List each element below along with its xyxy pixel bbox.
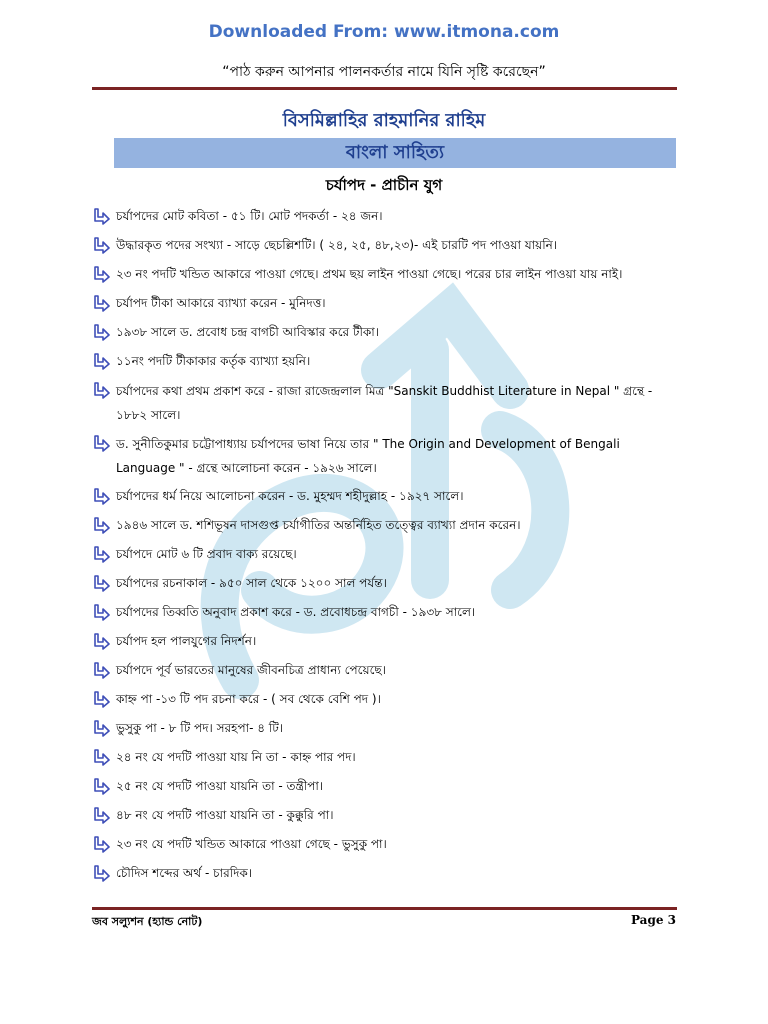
list-item (92, 540, 682, 569)
hook-arrow-bullet-icon (92, 603, 110, 621)
hook-arrow-bullet-icon (92, 381, 110, 399)
hook-arrow-bullet-icon (92, 545, 110, 563)
list-item-text: চর্যাপদে পূর্ব ভারতের মানুষের জীবনচিত্র প্রাধান্য পেয়েছে। (116, 663, 386, 677)
list-item-text: চর্যাপদের কথা প্রথম প্রকাশ করে - রাজা রাজেন্দ্রলাল মিত্র "Sanskit Buddhist Literature in Nepal " গ্রন্থে - ১৮৮২ সালে। (116, 384, 653, 422)
list-item (92, 482, 682, 511)
list-item-text: ২৩ নং পদটি খন্ডিত আকারে পাওয়া গেছে। প্রথম ছয় লাইন পাওয়া গেছে। পরের চার লাইন পাওয়া যায় নাই। (116, 267, 623, 281)
bismillah-heading: বিসমিল্লাহির রাহমানির রাহিম (282, 110, 486, 131)
list-item (92, 627, 682, 656)
list-item-text: উদ্ধারকৃত পদের সংখ্যা - সাড়ে ছেচল্লিশটি। ( ২৪, ২৫, ৪৮,২৩)- এই চারটি পদ পাওয়া যায়নি। (116, 238, 558, 252)
section-title-band (114, 138, 676, 168)
page-number: Page 3 (630, 913, 676, 927)
header-quote: “পাঠ করুন আপনার পালনকর্তার নামে যিনি সৃষ্টি করেছেন” (222, 64, 546, 80)
list-item (92, 743, 682, 772)
hook-arrow-bullet-icon (92, 487, 110, 505)
list-item-text: ২৫ নং যে পদটি পাওয়া যায়নি তা - তন্ত্রীপা। (116, 779, 324, 793)
list-item (92, 376, 682, 429)
hook-arrow-bullet-icon (92, 236, 110, 254)
hook-arrow-bullet-icon (92, 777, 110, 795)
list-item-text: ২৪ নং যে পদটি পাওয়া যায় নি তা - কাহ্ন পার পদ। (116, 750, 356, 764)
list-item (92, 598, 682, 627)
list-item-text: কাহ্ন পা -১৩ টি পদ রচনা করে - ( সব থেকে বেশি পদ )। (116, 692, 381, 706)
list-item (92, 801, 682, 830)
hook-arrow-bullet-icon (92, 835, 110, 853)
list-item (92, 859, 682, 888)
fact-list (92, 202, 682, 888)
hook-arrow-bullet-icon (92, 748, 110, 766)
footer-title: জব সল্যুশন (হ্যান্ড নোট) (92, 915, 203, 928)
hook-arrow-bullet-icon (92, 265, 110, 283)
bottom-divider (92, 907, 677, 910)
list-item (92, 231, 682, 260)
download-link[interactable]: Downloaded From: www.itmona.com (208, 22, 560, 42)
hook-arrow-bullet-icon (92, 434, 110, 452)
list-item-text: ২৩ নং যে পদটি খন্ডিত আকারে পাওয়া গেছে - ভুসুকু পা। (116, 837, 387, 851)
list-item (92, 347, 682, 376)
list-item-text: চর্যাপদে মোট ৬ টি প্রবাদ বাক্য রয়েছে। (116, 547, 297, 561)
hook-arrow-bullet-icon (92, 574, 110, 592)
list-item (92, 656, 682, 685)
list-item-text: ১৯৩৮ সালে ড. প্রবোধ চন্দ্র বাগচী আবিস্কার করে টীকা। (116, 325, 380, 339)
hook-arrow-bullet-icon (92, 719, 110, 737)
list-item-text: চৌদিস শব্দের অর্থ - চারদিক। (116, 866, 253, 880)
list-item (92, 318, 682, 347)
list-item (92, 772, 682, 801)
list-item (92, 830, 682, 859)
hook-arrow-bullet-icon (92, 806, 110, 824)
list-item-text: ৪৮ নং যে পদটি পাওয়া যায়নি তা - কুক্কুরি পা। (116, 808, 334, 822)
hook-arrow-bullet-icon (92, 352, 110, 370)
hook-arrow-bullet-icon (92, 632, 110, 650)
page-subtitle: চর্যাপদ - প্রাচীন যুগ (325, 176, 443, 194)
hook-arrow-bullet-icon (92, 516, 110, 534)
list-item (92, 202, 682, 231)
list-item-text: ১১নং পদটি টীকাকার কর্তৃক ব্যাখ্যা হয়নি। (116, 354, 311, 368)
list-item (92, 429, 682, 482)
list-item (92, 260, 682, 289)
hook-arrow-bullet-icon (92, 864, 110, 882)
hook-arrow-bullet-icon (92, 207, 110, 225)
list-item-text: ভুসুকু পা - ৮ টি পদ। সরহপা- ৪ টি। (116, 721, 284, 735)
hook-arrow-bullet-icon (92, 661, 110, 679)
list-item (92, 714, 682, 743)
list-item (92, 511, 682, 540)
hook-arrow-bullet-icon (92, 690, 110, 708)
list-item (92, 289, 682, 318)
list-item-text: ড. সুনীতিকুমার চট্টোপাধ্যায় চর্যাপদের ভাষা নিয়ে তার " The Origin and Development of Bengali Language " - গ্রন্থে আলোচনা করেন - ১৯২৬ সালে। (116, 437, 620, 475)
list-item-text: ১৯৪৬ সালে ড. শশিভূষন দাসগুপ্ত চর্যাগীতির অন্তর্নিহিত তত্ত্বের ব্যাখ্যা প্রদান করেন। (116, 518, 521, 532)
hook-arrow-bullet-icon (92, 294, 110, 312)
list-item-text: চর্যাপদ হল পালযুগের নিদর্শন। (116, 634, 257, 648)
list-item-text: চর্যাপদের ধর্ম নিয়ে আলোচনা করেন - ড. মুহম্মদ শহীদুল্লাহ - ১৯২৭ সালে। (116, 489, 464, 503)
list-item (92, 569, 682, 598)
list-item-text: চর্যাপদ টীকা আকারে ব্যাখ্যা করেন - মুনিদত্ত। (116, 296, 326, 310)
list-item-text: চর্যাপদের মোট কবিতা - ৫১ টি। মোট পদকর্তা - ২৪ জন। (116, 209, 383, 223)
top-divider (92, 87, 677, 90)
list-item (92, 685, 682, 714)
section-title: বাংলা সাহিত্য (345, 142, 445, 163)
list-item-text: চর্যাপদের তিব্বতি অনুবাদ প্রকাশ করে - ড. প্রবোধচন্দ্র বাগচী - ১৯৩৮ সালে। (116, 605, 476, 619)
hook-arrow-bullet-icon (92, 323, 110, 341)
list-item-text: চর্যাপদের রচনাকাল - ৯৫০ সাল থেকে ১২০০ সাল পর্যন্ত। (116, 576, 387, 590)
